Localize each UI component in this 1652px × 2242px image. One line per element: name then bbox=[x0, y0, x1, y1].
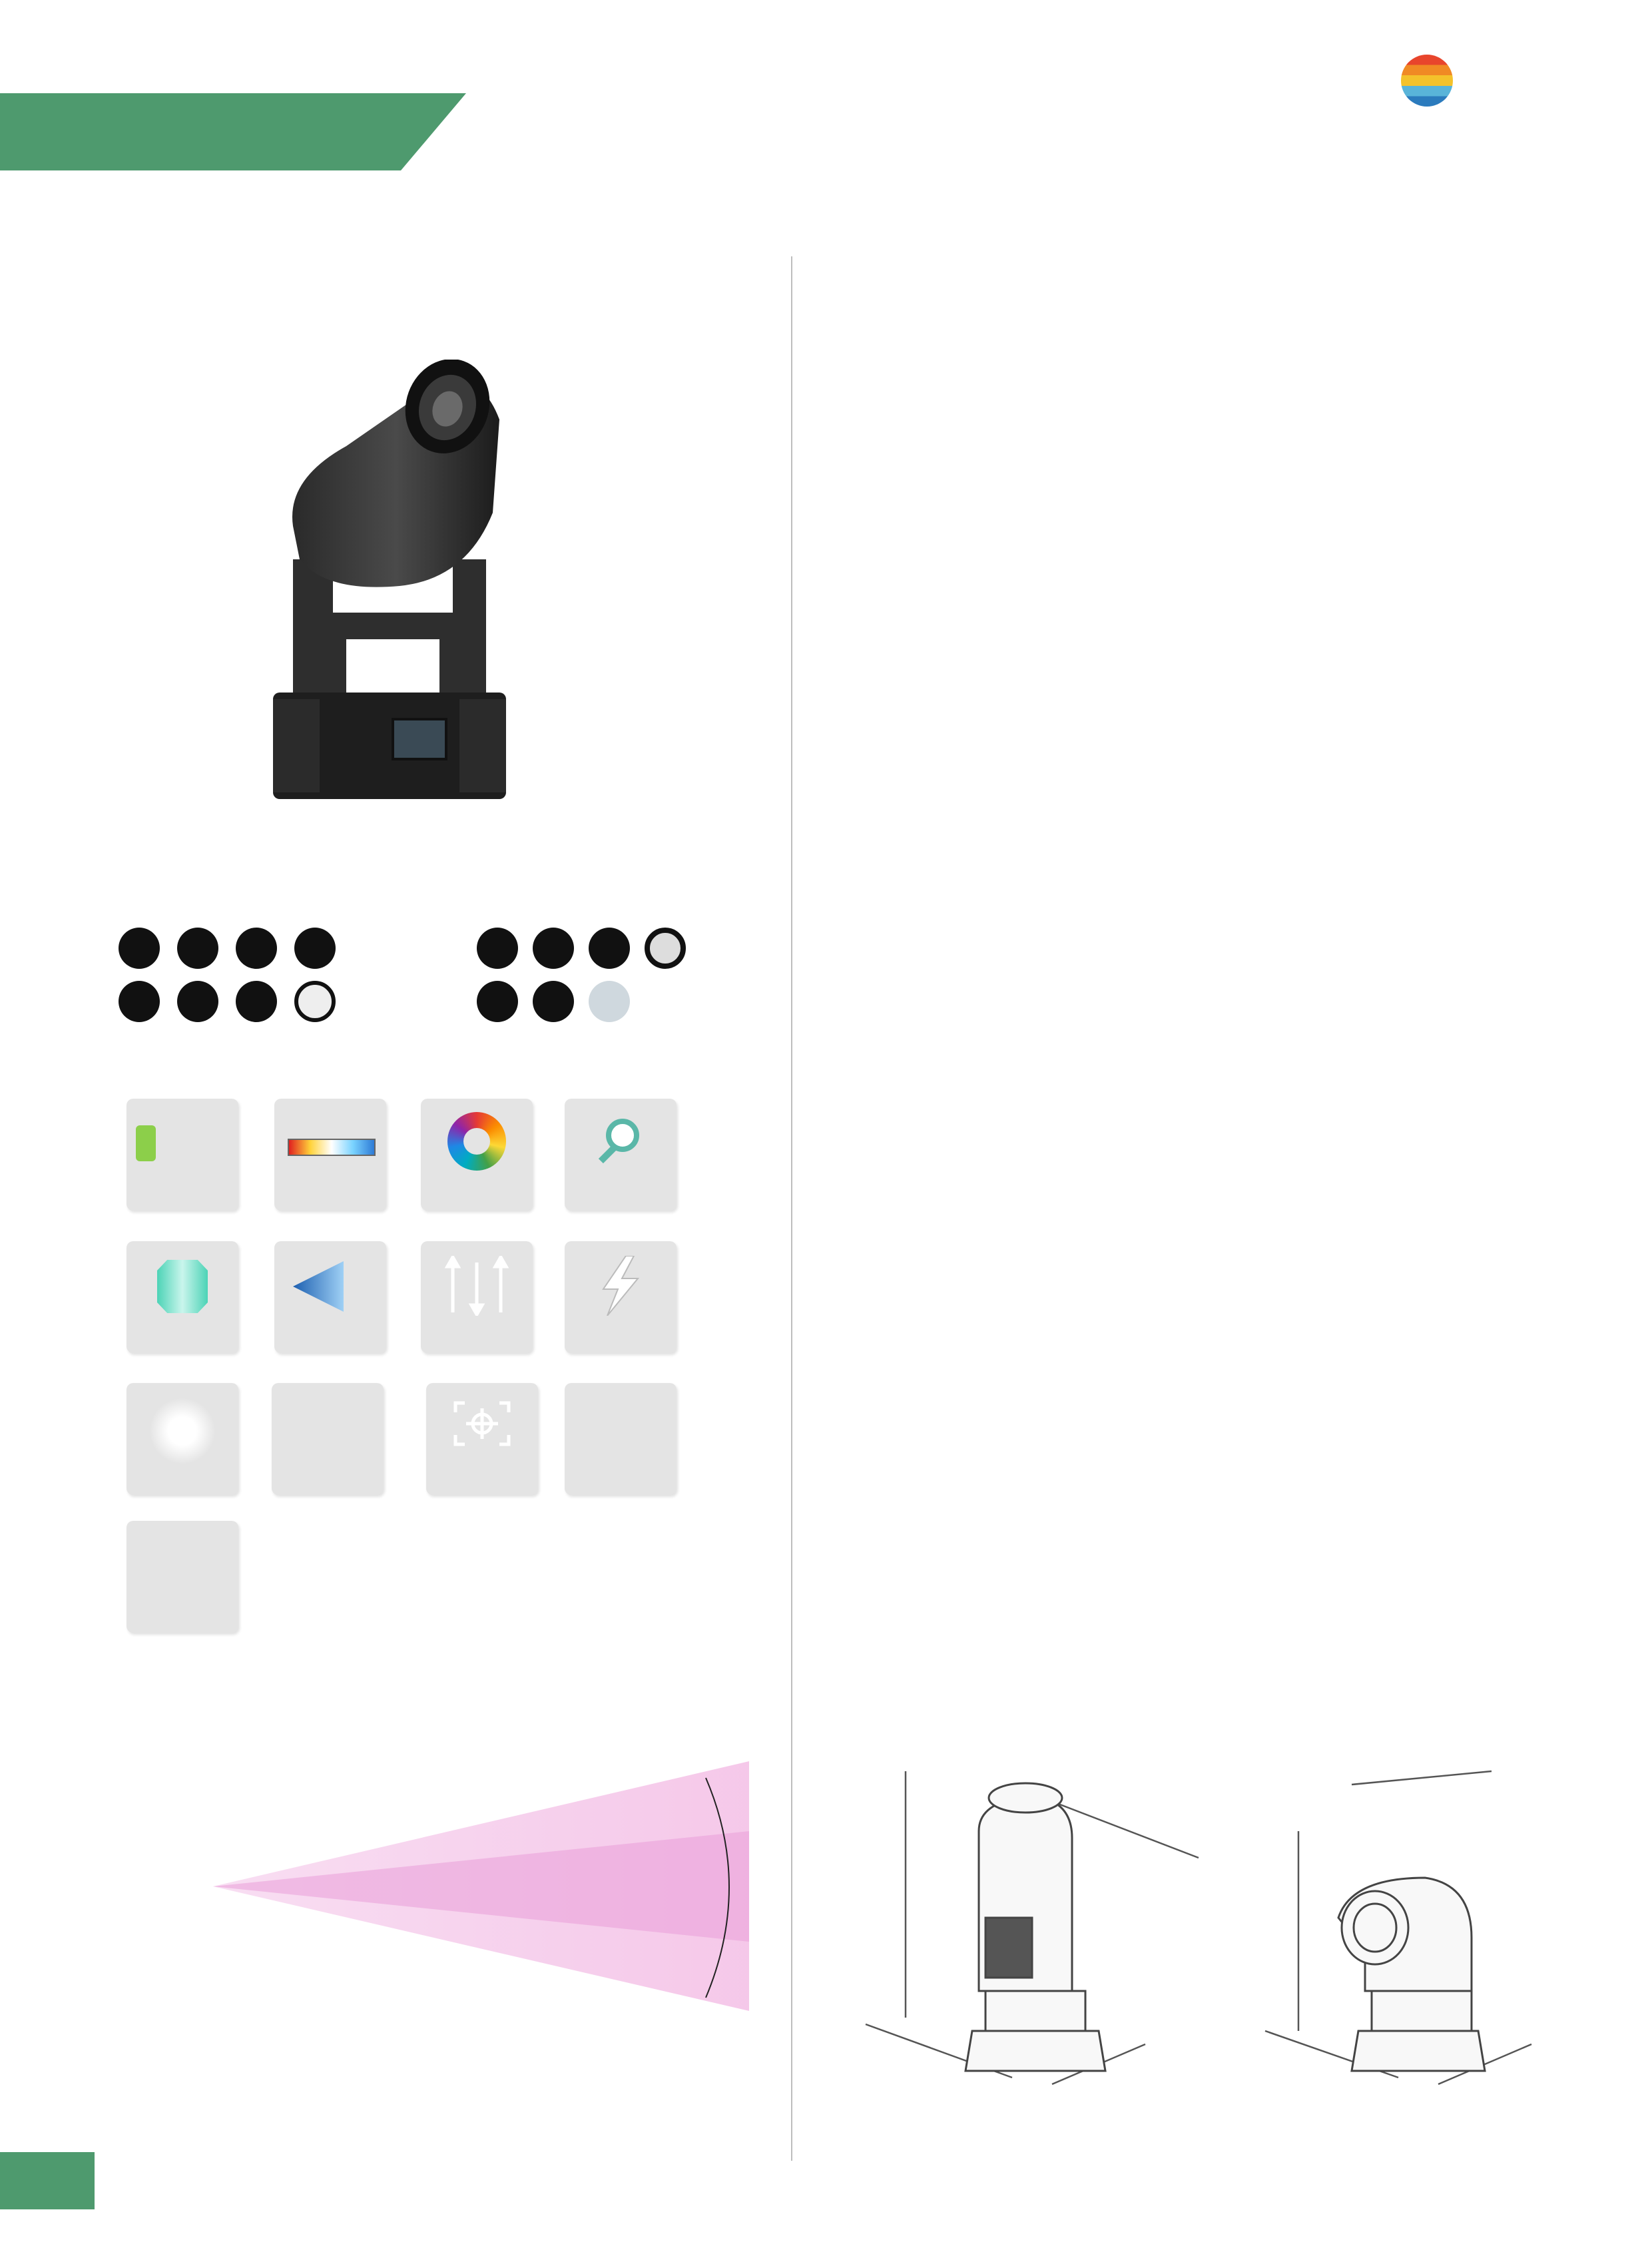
color-wheel-center bbox=[463, 1128, 490, 1155]
gobo-radial-icon bbox=[294, 981, 336, 1022]
bulb-icon bbox=[136, 1125, 156, 1161]
gobo-ring-icon bbox=[645, 928, 686, 969]
column-divider bbox=[791, 256, 792, 2161]
rotating-gobo-set bbox=[477, 928, 703, 1027]
gobo-mosaic-icon bbox=[477, 981, 518, 1022]
fixed-gobo-set bbox=[119, 928, 345, 1027]
brand-logo bbox=[1398, 55, 1591, 154]
feature-prism bbox=[127, 1241, 238, 1353]
feature-illumination bbox=[274, 1241, 386, 1353]
dimension-drawing-upright bbox=[852, 1751, 1239, 2098]
gobo-circles-icon bbox=[177, 981, 218, 1022]
gobo-scatter-icon bbox=[589, 928, 630, 969]
gobo-glass-icon bbox=[589, 981, 630, 1022]
frost-glow-icon bbox=[149, 1398, 216, 1464]
gobo-stars-icon bbox=[477, 928, 518, 969]
feature-artnet bbox=[565, 1383, 677, 1495]
gobo-square-icon bbox=[294, 928, 336, 969]
beam-angle-icon bbox=[293, 1261, 344, 1312]
title-banner bbox=[0, 93, 466, 170]
product-photo bbox=[266, 360, 519, 812]
prism-icon bbox=[157, 1260, 208, 1313]
gobo-pattern-icon bbox=[236, 981, 277, 1022]
feature-9-color bbox=[421, 1099, 533, 1211]
gobo-sparkle-icon bbox=[533, 981, 574, 1022]
feature-tracking-focus bbox=[426, 1383, 538, 1495]
logo-rainbow-o-icon bbox=[1401, 55, 1453, 107]
feature-rdm bbox=[272, 1383, 384, 1495]
feature-dmx-channels bbox=[421, 1241, 533, 1353]
feature-strobe bbox=[565, 1241, 677, 1353]
feature-8000k bbox=[274, 1099, 386, 1211]
feature-frost bbox=[127, 1383, 238, 1495]
gobo-waves-icon bbox=[533, 928, 574, 969]
feature-zoom bbox=[565, 1099, 677, 1211]
focus-target-icon bbox=[453, 1400, 511, 1447]
magnifier-handle bbox=[599, 1145, 617, 1163]
gobo-spiral-icon bbox=[177, 928, 218, 969]
feature-led-400w bbox=[127, 1099, 238, 1211]
gobo-triangle-icon bbox=[236, 928, 277, 969]
sliders-icon bbox=[441, 1256, 513, 1316]
feature-dmx512 bbox=[127, 1521, 238, 1633]
gobo-flower-icon bbox=[119, 981, 160, 1022]
dimension-drawing-tilted bbox=[1252, 1751, 1638, 2098]
page-number-box bbox=[0, 2152, 95, 2209]
gobo-dots-icon bbox=[119, 928, 160, 969]
color-temperature-bar-icon bbox=[288, 1139, 376, 1156]
lightning-icon bbox=[594, 1256, 647, 1316]
photometric-chart bbox=[27, 1698, 772, 2098]
